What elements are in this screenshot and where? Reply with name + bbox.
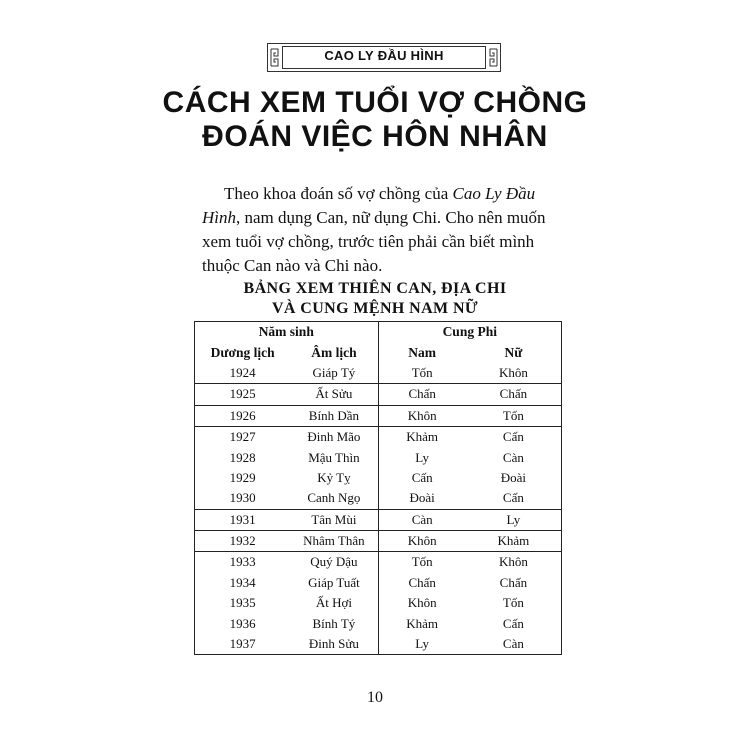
table-row [195, 634, 562, 655]
header-label: CAO LY ĐẦU HÌNH [324, 48, 444, 63]
cell-duong-lich: 1935 [229, 595, 256, 611]
cell-duong-lich: 1932 [195, 530, 291, 551]
cell-nam: Khảm [378, 426, 466, 447]
cell-nu: Chấn [466, 384, 562, 405]
cell-nam: Đoài [378, 488, 466, 509]
table-row [195, 363, 562, 384]
group-header-nam-sinh: Năm sinh [258, 324, 314, 340]
cell-nu: Khôn [466, 552, 562, 573]
group-header-cung-phi: Cung Phi [378, 322, 561, 343]
cell-am-lich: Quý Dậu [290, 552, 378, 573]
table-row [195, 552, 562, 573]
cell-am-lich: Tân Mùi [290, 509, 378, 530]
cell-nam: Khôn [378, 530, 466, 551]
table-row [195, 593, 562, 613]
cell-am-lich: Đinh Sửu [308, 636, 359, 652]
cell-am-lich: Ất Hợi [315, 595, 352, 611]
cell-nu: Khôn [498, 364, 528, 380]
cell-am-lich: Giáp Tý [312, 364, 356, 380]
cell-nam: Khôn [378, 405, 466, 426]
cell-am-lich: Bính Dần [290, 405, 378, 426]
intro-rest: , nam dụng Can, nữ dụng Chi. Cho nên muốn xem tuổi vợ chồng, trước tiên phải cần biết mình thuộc Can nào và Chi nào. [202, 208, 546, 275]
table-row [195, 405, 562, 426]
cell-nam: Cấn [378, 468, 466, 488]
table-group-header-row [195, 322, 562, 343]
cell-nam: Khôn [378, 593, 466, 613]
cell-nam: Càn [378, 509, 466, 530]
cell-nam: Tốn [378, 363, 466, 384]
cell-duong-lich: 1930 [229, 490, 256, 506]
column-header-am-lich: Âm lịch [311, 344, 357, 360]
table-row [195, 468, 562, 488]
page-title-line-1: CÁCH XEM TUỔI VỢ CHỒNG [162, 86, 588, 119]
cell-nu: Càn [502, 449, 524, 465]
table-row [195, 447, 562, 467]
cell-am-lich: Đinh Mão [290, 426, 378, 447]
cell-duong-lich: 1934 [229, 574, 256, 590]
cell-duong-lich: 1933 [195, 552, 291, 573]
cell-nam: Chấn [378, 384, 466, 405]
cell-duong-lich: 1927 [195, 426, 291, 447]
cell-duong-lich: 1931 [195, 509, 291, 530]
cell-am-lich: Giáp Tuất [308, 574, 360, 590]
cell-duong-lich: 1926 [195, 405, 291, 426]
intro-paragraph [202, 182, 562, 278]
table-row [195, 384, 562, 405]
column-header-nu: Nữ [504, 344, 523, 360]
table-column-header-row [195, 342, 562, 362]
cell-am-lich: Kỷ Tỵ [317, 469, 351, 485]
table-row [195, 488, 562, 509]
page-number: 10 [367, 689, 383, 706]
cell-nu: Đoài [500, 469, 527, 485]
cell-nu: Khảm [466, 530, 562, 551]
cell-nam: Khảm [378, 613, 466, 633]
cell-nu: Càn [502, 636, 524, 652]
table-row [195, 613, 562, 633]
cell-nu: Cấn [502, 490, 524, 506]
cell-am-lich: Ất Sửu [290, 384, 378, 405]
table-row [195, 426, 562, 447]
running-header [267, 43, 501, 72]
cell-duong-lich: 1928 [229, 449, 256, 465]
cell-am-lich: Canh Ngọ [307, 490, 361, 506]
cell-nam: Ly [378, 634, 466, 655]
cell-am-lich: Mậu Thìn [308, 449, 360, 465]
cell-duong-lich: 1936 [229, 615, 256, 631]
cell-nu: Cấn [466, 426, 562, 447]
column-header-nam: Nam [378, 342, 466, 362]
cell-am-lich: Bính Tý [312, 615, 356, 631]
table-title-line-2: VÀ CUNG MỆNH NAM NỮ [271, 300, 479, 317]
table-body [195, 363, 562, 655]
intro-lead: Theo khoa đoán số vợ chồng của [224, 184, 453, 203]
table-row [195, 530, 562, 551]
cell-nu: Cấn [502, 615, 524, 631]
cell-nu: Tốn [502, 595, 524, 611]
cell-duong-lich: 1937 [229, 636, 256, 652]
cell-nam: Ly [378, 447, 466, 467]
cell-duong-lich: 1925 [195, 384, 291, 405]
table-title-line-1: BẢNG XEM THIÊN CAN, ĐỊA CHI [243, 280, 507, 297]
intro-book-title: Cao Ly Đầu Hình [202, 184, 536, 227]
cell-nu: Chấn [499, 574, 528, 590]
column-header-duong-lich: Dương lịch [210, 344, 275, 360]
cell-nu: Tốn [466, 405, 562, 426]
cell-nam: Chấn [378, 573, 466, 593]
cell-duong-lich: 1924 [229, 364, 256, 380]
cell-duong-lich: 1929 [229, 469, 256, 485]
cell-nu: Ly [466, 509, 562, 530]
table-row [195, 573, 562, 593]
table-row [195, 509, 562, 530]
cell-am-lich: Nhâm Thân [290, 530, 378, 551]
can-chi-table [194, 321, 562, 655]
page-title-line-2: ĐOÁN VIỆC HÔN NHÂN [202, 120, 548, 153]
cell-nam: Tốn [378, 552, 466, 573]
